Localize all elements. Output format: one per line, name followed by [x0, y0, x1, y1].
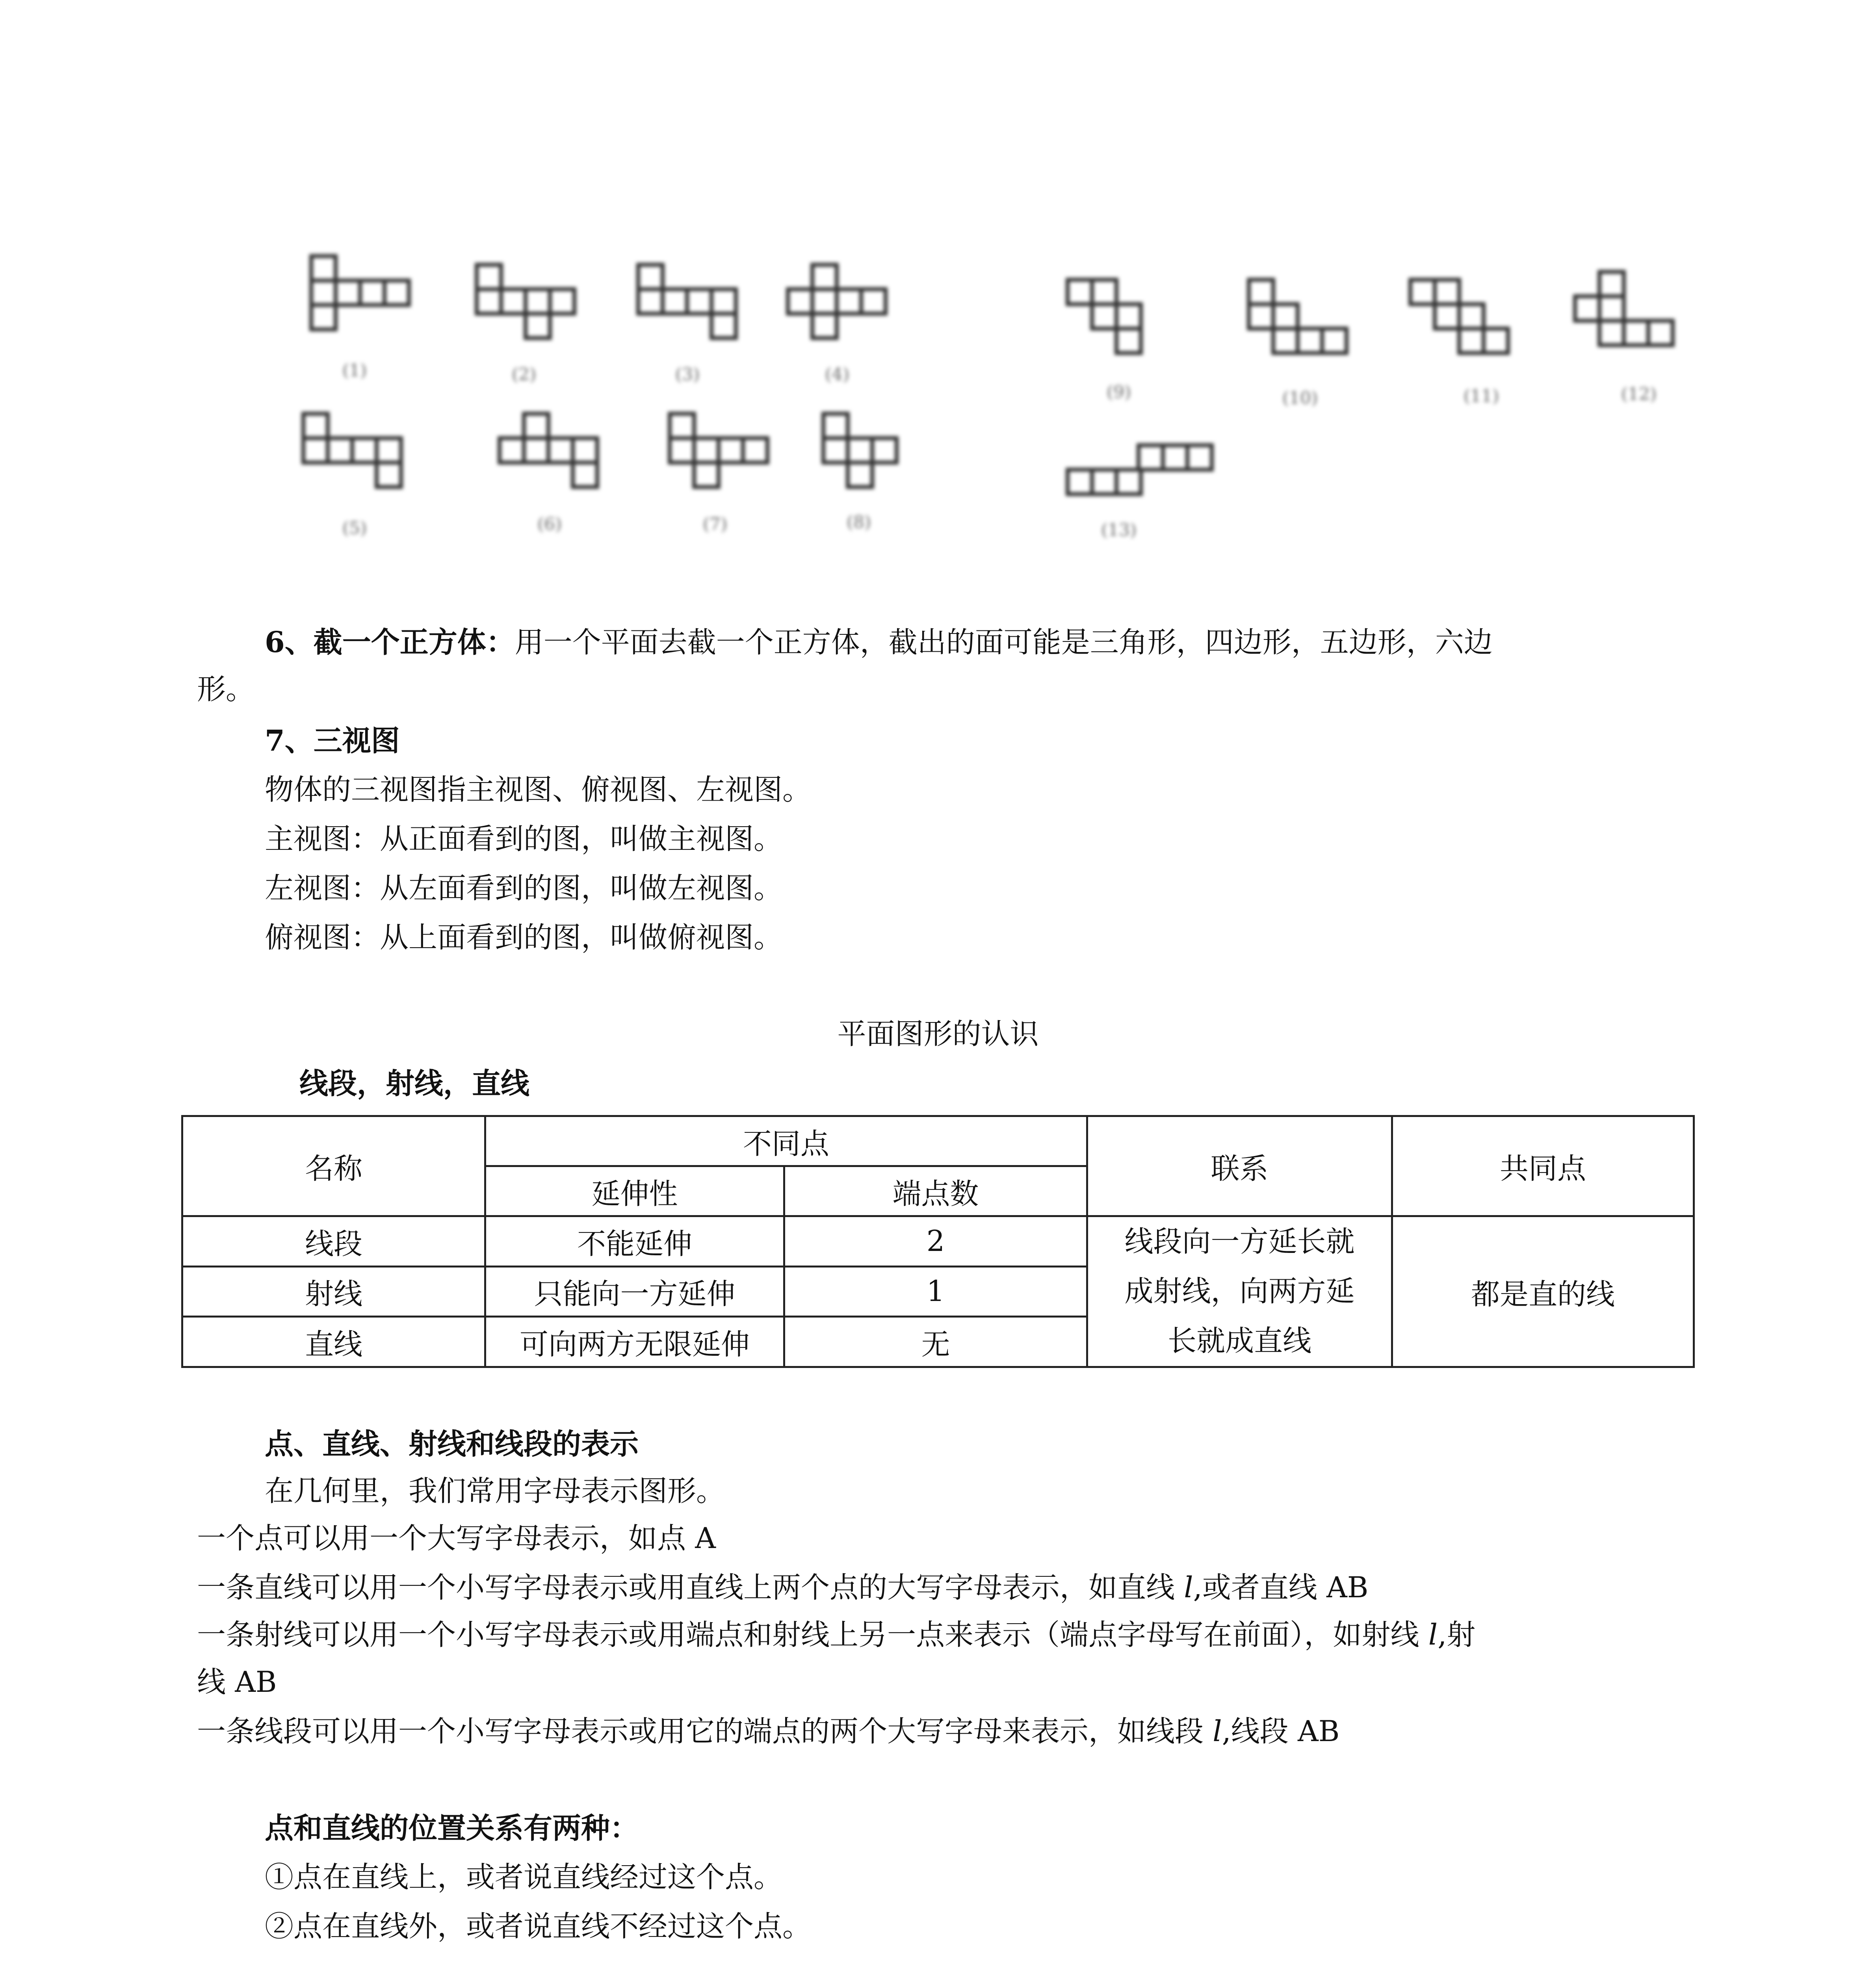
cube-net-10	[1249, 280, 1347, 353]
table-cell-endpoints: 1	[784, 1266, 1087, 1317]
cube-net-11	[1410, 280, 1508, 353]
section7-heading: 7、三视图	[265, 724, 400, 758]
representation-segment-end: ,线段 AB	[1222, 1715, 1340, 1748]
representation-segment-text: 一条线段可以用一个小写字母表示或用它的端点的两个大写字母来表示，如线段	[197, 1715, 1213, 1748]
table-cell-relation	[1087, 1216, 1392, 1367]
representation-ray-text: 一条射线可以用一个小写字母表示或用端点和射线上另一点来表示（端点字母写在前面），如射线	[197, 1618, 1428, 1652]
representation-line-text: 一条直线可以用一个小写字母表示或用直线上两个点的大写字母表示，如直线	[197, 1571, 1184, 1604]
representation-heading: 点、直线、射线和线段的表示	[265, 1427, 639, 1461]
net-label-1: (1)	[342, 361, 367, 381]
table-header-extend: 延伸性	[485, 1166, 784, 1216]
table-row	[182, 1216, 1694, 1267]
section6-line	[265, 623, 1493, 662]
net-label-6: (6)	[537, 514, 562, 534]
table-cell-name: 线段	[182, 1216, 485, 1267]
representation-ray	[197, 1615, 1475, 1655]
representation-segment-letter: l	[1213, 1715, 1222, 1748]
cube-net-1	[311, 256, 409, 329]
section6-text: 用一个平面去截一个正方体，截出的面可能是三角形，四边形，五边形，六边	[515, 626, 1493, 659]
section6-heading: 6、截一个正方体：	[265, 625, 515, 659]
net-label-3: (3)	[675, 364, 700, 385]
table-header-difference: 不同点	[485, 1116, 1087, 1166]
section6-wrap: 形。	[197, 673, 254, 706]
net-label-8: (8)	[846, 512, 871, 532]
cube-nets-figure	[0, 0, 1876, 591]
table-cell-extend: 可向两方无限延伸	[485, 1317, 784, 1367]
table-cell-name: 直线	[182, 1317, 485, 1367]
table-header-relation: 联系	[1087, 1116, 1392, 1216]
net-label-10: (10)	[1282, 388, 1318, 408]
net-label-5: (5)	[342, 518, 367, 538]
cube-net-8	[823, 414, 897, 487]
representation-intro: 在几何里，我们常用字母表示图形。	[265, 1474, 725, 1508]
lines-heading: 线段，射线，直线	[299, 1067, 529, 1100]
net-label-12: (12)	[1621, 384, 1657, 404]
representation-segment	[197, 1712, 1339, 1751]
representation-ray-letter: l	[1428, 1618, 1438, 1652]
plane-figures-title: 平面图形的认识	[837, 1017, 1039, 1051]
table-cell-common: 都是直的线	[1392, 1216, 1694, 1367]
section7-line: 左视图：从左面看到的图，叫做左视图。	[265, 872, 782, 905]
position-item: ①点在直线上，或者说直线经过这个点。	[265, 1860, 782, 1894]
cube-net-4	[788, 265, 886, 338]
representation-point: 一个点可以用一个大写字母表示，如点 A	[197, 1522, 716, 1555]
net-label-13: (13)	[1101, 520, 1137, 540]
position-item: ②点在直线外，或者说直线不经过这个点。	[265, 1910, 811, 1943]
representation-line-letter: l	[1184, 1571, 1193, 1604]
cube-net-2	[477, 265, 574, 338]
table-cell-extend: 只能向一方延伸	[485, 1266, 784, 1317]
table-cell-name: 射线	[182, 1266, 485, 1317]
representation-line	[197, 1568, 1368, 1608]
table-header-name: 名称	[182, 1116, 485, 1216]
representation-ray-wrap: 线 AB	[197, 1665, 277, 1699]
cube-net-6	[500, 414, 597, 487]
net-label-4: (4)	[825, 364, 850, 385]
representation-ray-end: ,射	[1438, 1618, 1476, 1652]
section7-line: 俯视图：从上面看到的图，叫做俯视图。	[265, 921, 782, 954]
table-header-common: 共同点	[1392, 1116, 1694, 1216]
section7-line: 主视图：从正面看到的图，叫做主视图。	[265, 822, 782, 856]
cube-net-13	[1068, 445, 1212, 494]
cube-net-7	[670, 414, 767, 487]
net-label-9: (9)	[1106, 382, 1131, 402]
relation-line: 线段向一方延长就	[1124, 1225, 1355, 1258]
table-cell-endpoints: 2	[784, 1216, 1087, 1267]
table-header-endpoints: 端点数	[784, 1166, 1087, 1216]
representation-line-end: ,或者直线 AB	[1193, 1571, 1369, 1604]
cube-net-5	[303, 414, 401, 487]
relation-line: 成射线，向两方延	[1124, 1275, 1355, 1308]
cube-net-9	[1068, 280, 1141, 353]
cube-net-3	[638, 265, 736, 338]
line-comparison-table	[181, 1115, 1695, 1368]
net-label-7: (7)	[702, 514, 728, 534]
section7-line: 物体的三视图指主视图、俯视图、左视图。	[265, 773, 811, 807]
cube-net-12	[1575, 272, 1673, 345]
position-heading: 点和直线的位置关系有两种：	[265, 1811, 639, 1845]
net-label-2: (2)	[511, 364, 537, 385]
net-label-11: (11)	[1463, 386, 1499, 406]
table-cell-extend: 不能延伸	[485, 1216, 784, 1267]
table-cell-endpoints: 无	[784, 1317, 1087, 1367]
relation-line: 长就成直线	[1167, 1324, 1311, 1358]
